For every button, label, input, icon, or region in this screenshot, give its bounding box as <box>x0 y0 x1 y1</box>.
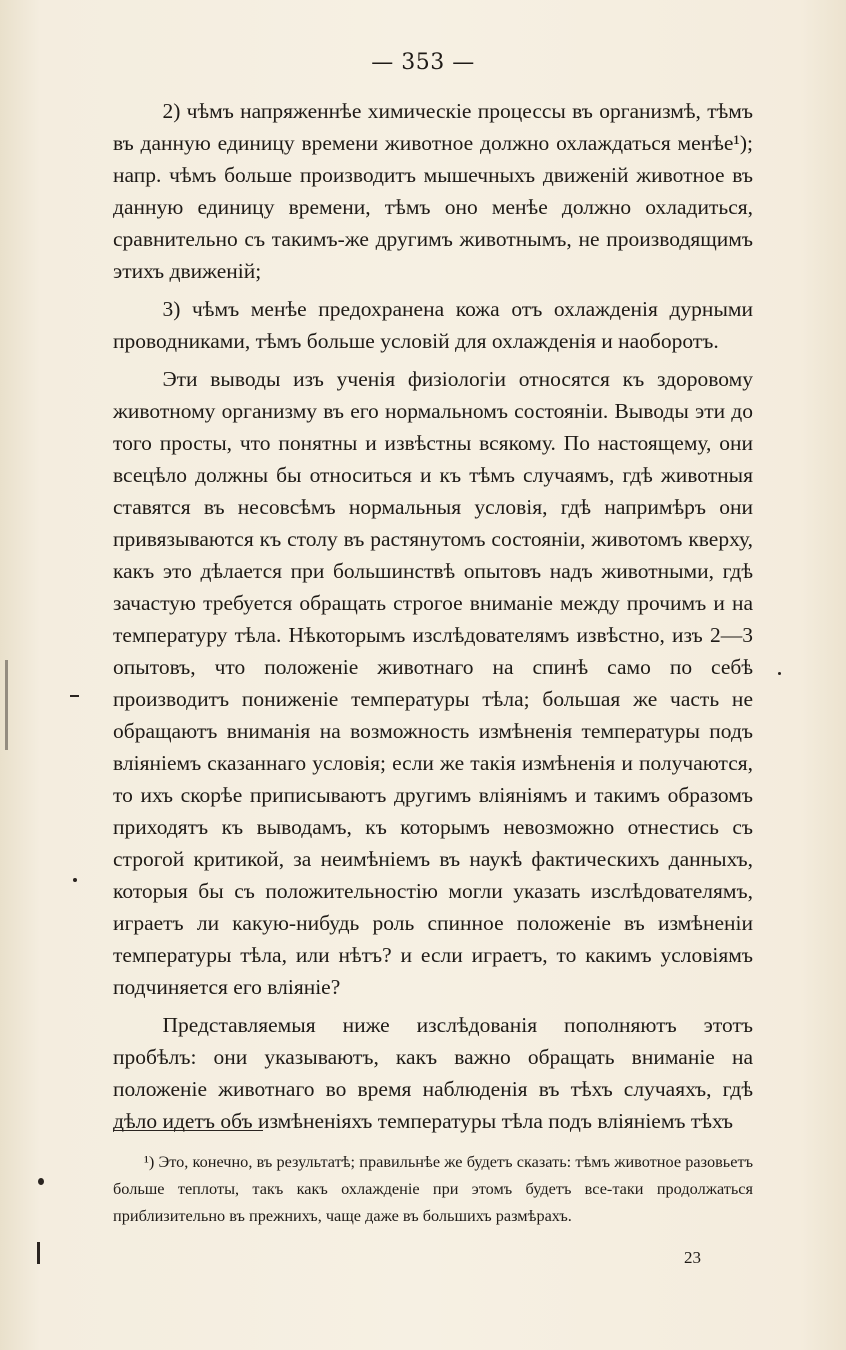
body-text <box>113 95 753 1137</box>
margin-speck <box>73 878 77 882</box>
margin-speck <box>778 672 781 675</box>
margin-speck <box>70 695 79 697</box>
margin-speck <box>37 1242 40 1264</box>
signature-mark: 23 <box>684 1248 701 1267</box>
margin-speck <box>5 660 8 750</box>
footnote: ¹) Это, конечно, въ результатѣ; правильнѣе же будетъ сказать: тѣмъ животное разовьетъ больше теплоты, такъ какъ охлажденіе при этомъ будетъ все-таки продолжаться приблизительно въ прежнихъ, чаще даже въ большихъ размѣрахъ. <box>113 1152 753 1225</box>
paragraph-conclusions: Эти выводы изъ ученія физіологіи относятся къ здоровому животному организму въ его нормальномъ состояніи. Выводы эти до того просты, что понятны и извѣстны всякому. По настоящему, они всецѣло должны бы относиться и къ тѣмъ случаямъ, гдѣ животныя ставятся въ несовсѣмъ нормальныя условія, гдѣ напримѣръ они привязываются къ столу въ растянутомъ состояніи, животомъ кверху, какъ это дѣлается при большинствѣ опытовъ надъ животными, гдѣ зачастую требуется обращать строгое вниманіе между прочимъ и на температуру тѣла. Нѣкоторымъ изслѣдователямъ извѣстно, изъ 2—3 опытовъ, что положеніе животнаго на спинѣ само по себѣ производитъ пониженіе температуры тѣла; большая же часть не обращаютъ вниманія на возможность измѣненія температуры подъ вліяніемъ сказаннаго условія; если же такія измѣненія и получаются, то ихъ скорѣе приписываютъ другимъ вліяніямъ и такимъ образомъ приходятъ къ выводамъ, къ которымъ невозможно отнестись съ строгой критикой, за неимѣніемъ въ наукѣ фактическихъ данныхъ, которыя бы съ положительностію могли указать изслѣдователямъ, играетъ ли какую-нибудь роль спинное положеніе въ измѣненіи температуры тѣла, или нѣтъ? и если играетъ, то какимъ условіямъ подчиняется его вліяніе? <box>113 367 753 999</box>
footnote-divider <box>113 1130 263 1131</box>
paragraph-2: 2) чѣмъ напряженнѣе химическіе процессы въ организмѣ, тѣмъ въ данную единицу времени животное должно охлаждаться менѣе¹); напр. чѣмъ больше производитъ мышечныхъ движеній животное въ данную единицу времени, тѣмъ оно менѣе должно охладиться, сравнительно съ такимъ-же другимъ животнымъ, не производящимъ этихъ движеній; <box>113 99 753 283</box>
margin-speck <box>38 1178 44 1185</box>
paragraph-research: Представляемыя ниже изслѣдованія пополняютъ этотъ пробѣлъ: они указываютъ, какъ важно обращать вниманіе на положеніе животнаго во время наблюденія въ тѣхъ случаяхъ, гдѣ дѣло идетъ объ измѣненіяхъ температуры тѣла подъ вліяніемъ тѣхъ <box>113 1013 753 1133</box>
paragraph-3: 3) чѣмъ менѣе предохранена кожа отъ охлажденія дурными проводниками, тѣмъ больше условій для охлажденія и наоборотъ. <box>113 297 753 353</box>
page-number: — 353 — <box>371 50 475 75</box>
